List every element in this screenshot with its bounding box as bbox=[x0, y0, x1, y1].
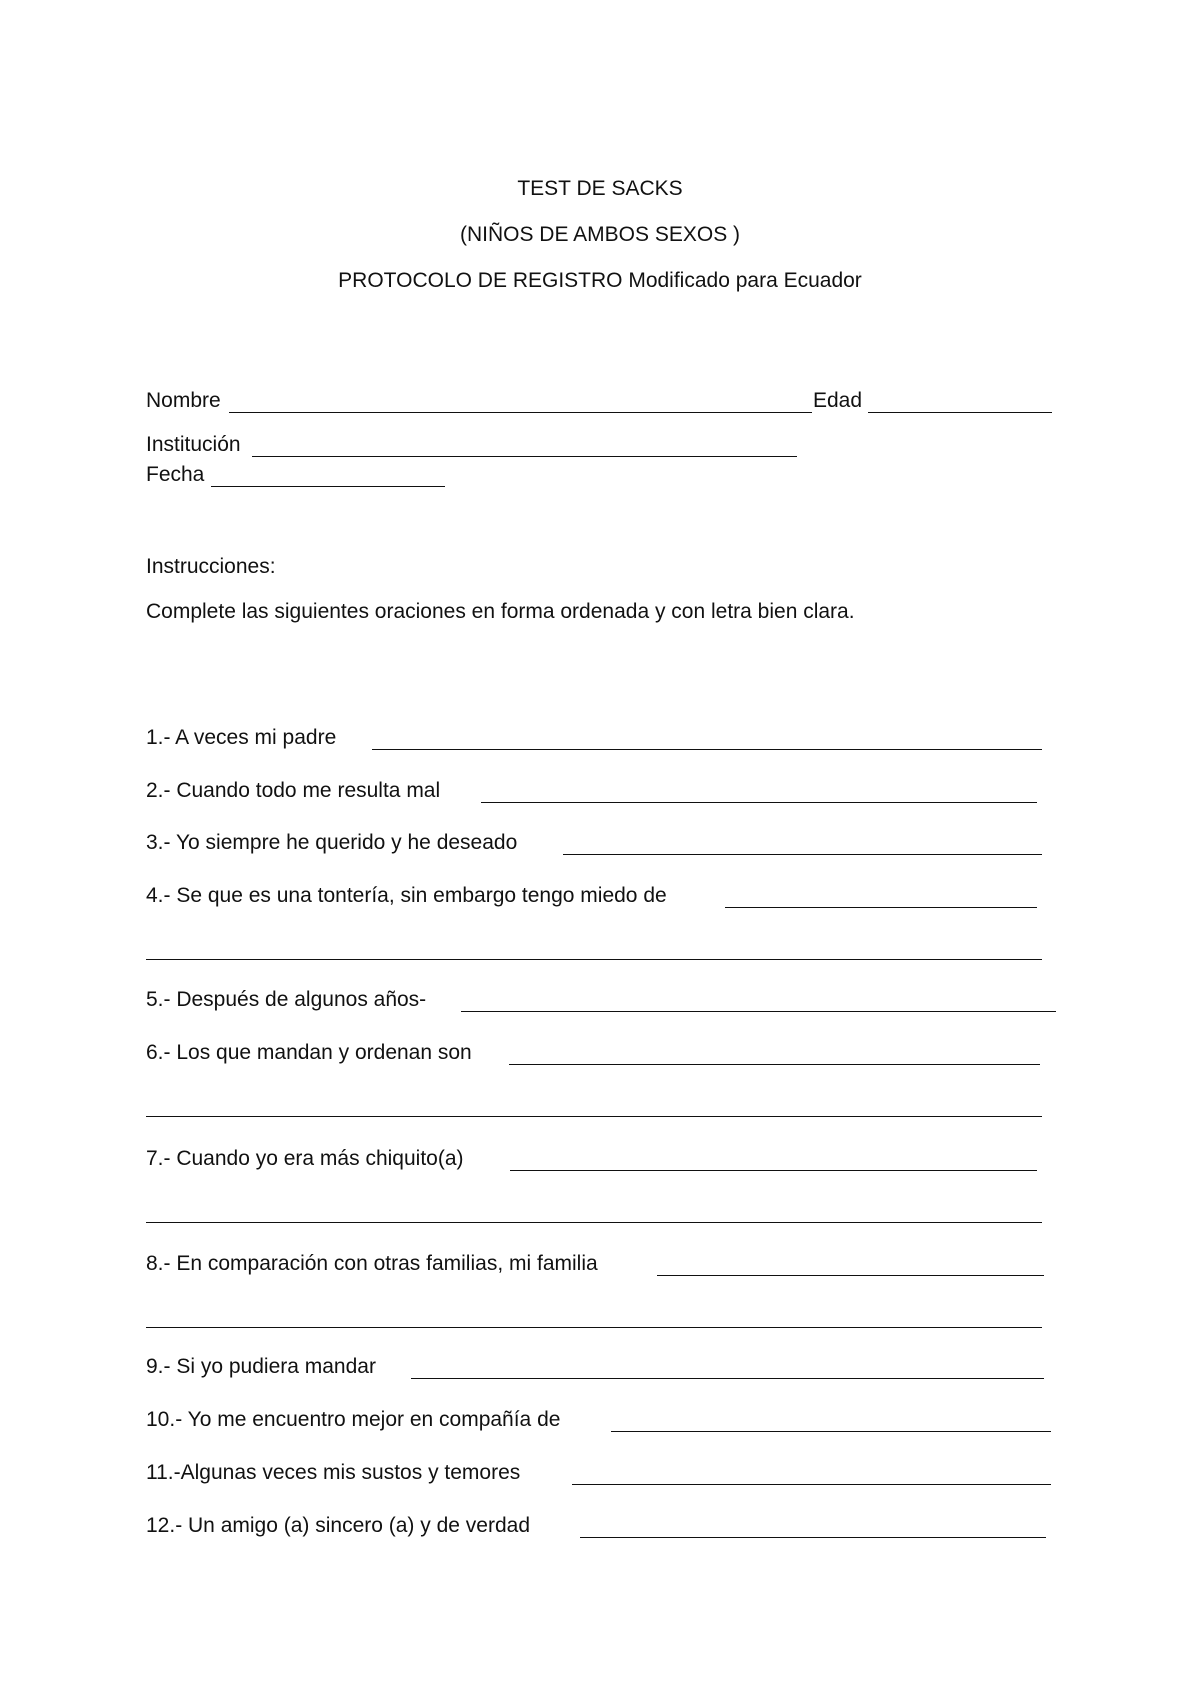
date-field[interactable] bbox=[211, 486, 445, 487]
document-title: TEST DE SACKS bbox=[517, 177, 683, 200]
item-7-label: 7.- Cuando yo era más chiquito(a) bbox=[146, 1147, 464, 1170]
item-3-answer-line[interactable] bbox=[563, 854, 1042, 855]
name-label: Nombre bbox=[146, 389, 221, 412]
protocol-line: PROTOCOLO DE REGISTRO Modificado para Ecuador bbox=[338, 269, 862, 292]
item-10-label: 10.- Yo me encuentro mejor en compañía de bbox=[146, 1408, 561, 1431]
item-1-answer-line[interactable] bbox=[372, 749, 1042, 750]
item-6-extra-line[interactable] bbox=[146, 1116, 1042, 1117]
age-label: Edad bbox=[813, 389, 863, 412]
age-field[interactable] bbox=[868, 412, 1052, 413]
item-4-label: 4.- Se que es una tontería, sin embargo tengo miedo de bbox=[146, 884, 667, 907]
item-2-answer-line[interactable] bbox=[481, 802, 1037, 803]
item-3-label: 3.- Yo siempre he querido y he deseado bbox=[146, 831, 518, 854]
item-8-extra-line[interactable] bbox=[146, 1327, 1042, 1328]
item-12-label: 12.- Un amigo (a) sincero (a) y de verdad bbox=[146, 1514, 530, 1537]
item-8-answer-line[interactable] bbox=[657, 1275, 1044, 1276]
item-6-answer-line[interactable] bbox=[509, 1064, 1040, 1065]
item-11-label: 11.-Algunas veces mis sustos y temores bbox=[146, 1461, 521, 1484]
item-5-answer-line[interactable] bbox=[461, 1011, 1056, 1012]
item-10-answer-line[interactable] bbox=[611, 1431, 1051, 1432]
instructions-text: Complete las siguientes oraciones en forma ordenada y con letra bien clara. bbox=[146, 600, 855, 623]
name-field[interactable] bbox=[229, 412, 812, 413]
item-11-answer-line[interactable] bbox=[572, 1484, 1051, 1485]
item-9-answer-line[interactable] bbox=[411, 1378, 1044, 1379]
item-6-label: 6.- Los que mandan y ordenan son bbox=[146, 1041, 472, 1064]
item-9-label: 9.- Si yo pudiera mandar bbox=[146, 1355, 376, 1378]
item-8-label: 8.- En comparación con otras familias, mi familia bbox=[146, 1252, 598, 1275]
item-2-label: 2.- Cuando todo me resulta mal bbox=[146, 779, 441, 802]
instructions-heading: Instrucciones: bbox=[146, 555, 276, 578]
item-7-answer-line[interactable] bbox=[510, 1170, 1037, 1171]
item-12-answer-line[interactable] bbox=[580, 1537, 1046, 1538]
document-subtitle: (NIÑOS DE AMBOS SEXOS ) bbox=[459, 223, 741, 246]
institution-label: Institución bbox=[146, 433, 241, 456]
item-4-extra-line[interactable] bbox=[146, 959, 1042, 960]
item-7-extra-line[interactable] bbox=[146, 1222, 1042, 1223]
item-5-label: 5.- Después de algunos años- bbox=[146, 988, 427, 1011]
institution-field[interactable] bbox=[252, 456, 797, 457]
date-label: Fecha bbox=[146, 463, 205, 486]
item-4-answer-line[interactable] bbox=[725, 907, 1037, 908]
item-1-label: 1.- A veces mi padre bbox=[146, 726, 337, 749]
